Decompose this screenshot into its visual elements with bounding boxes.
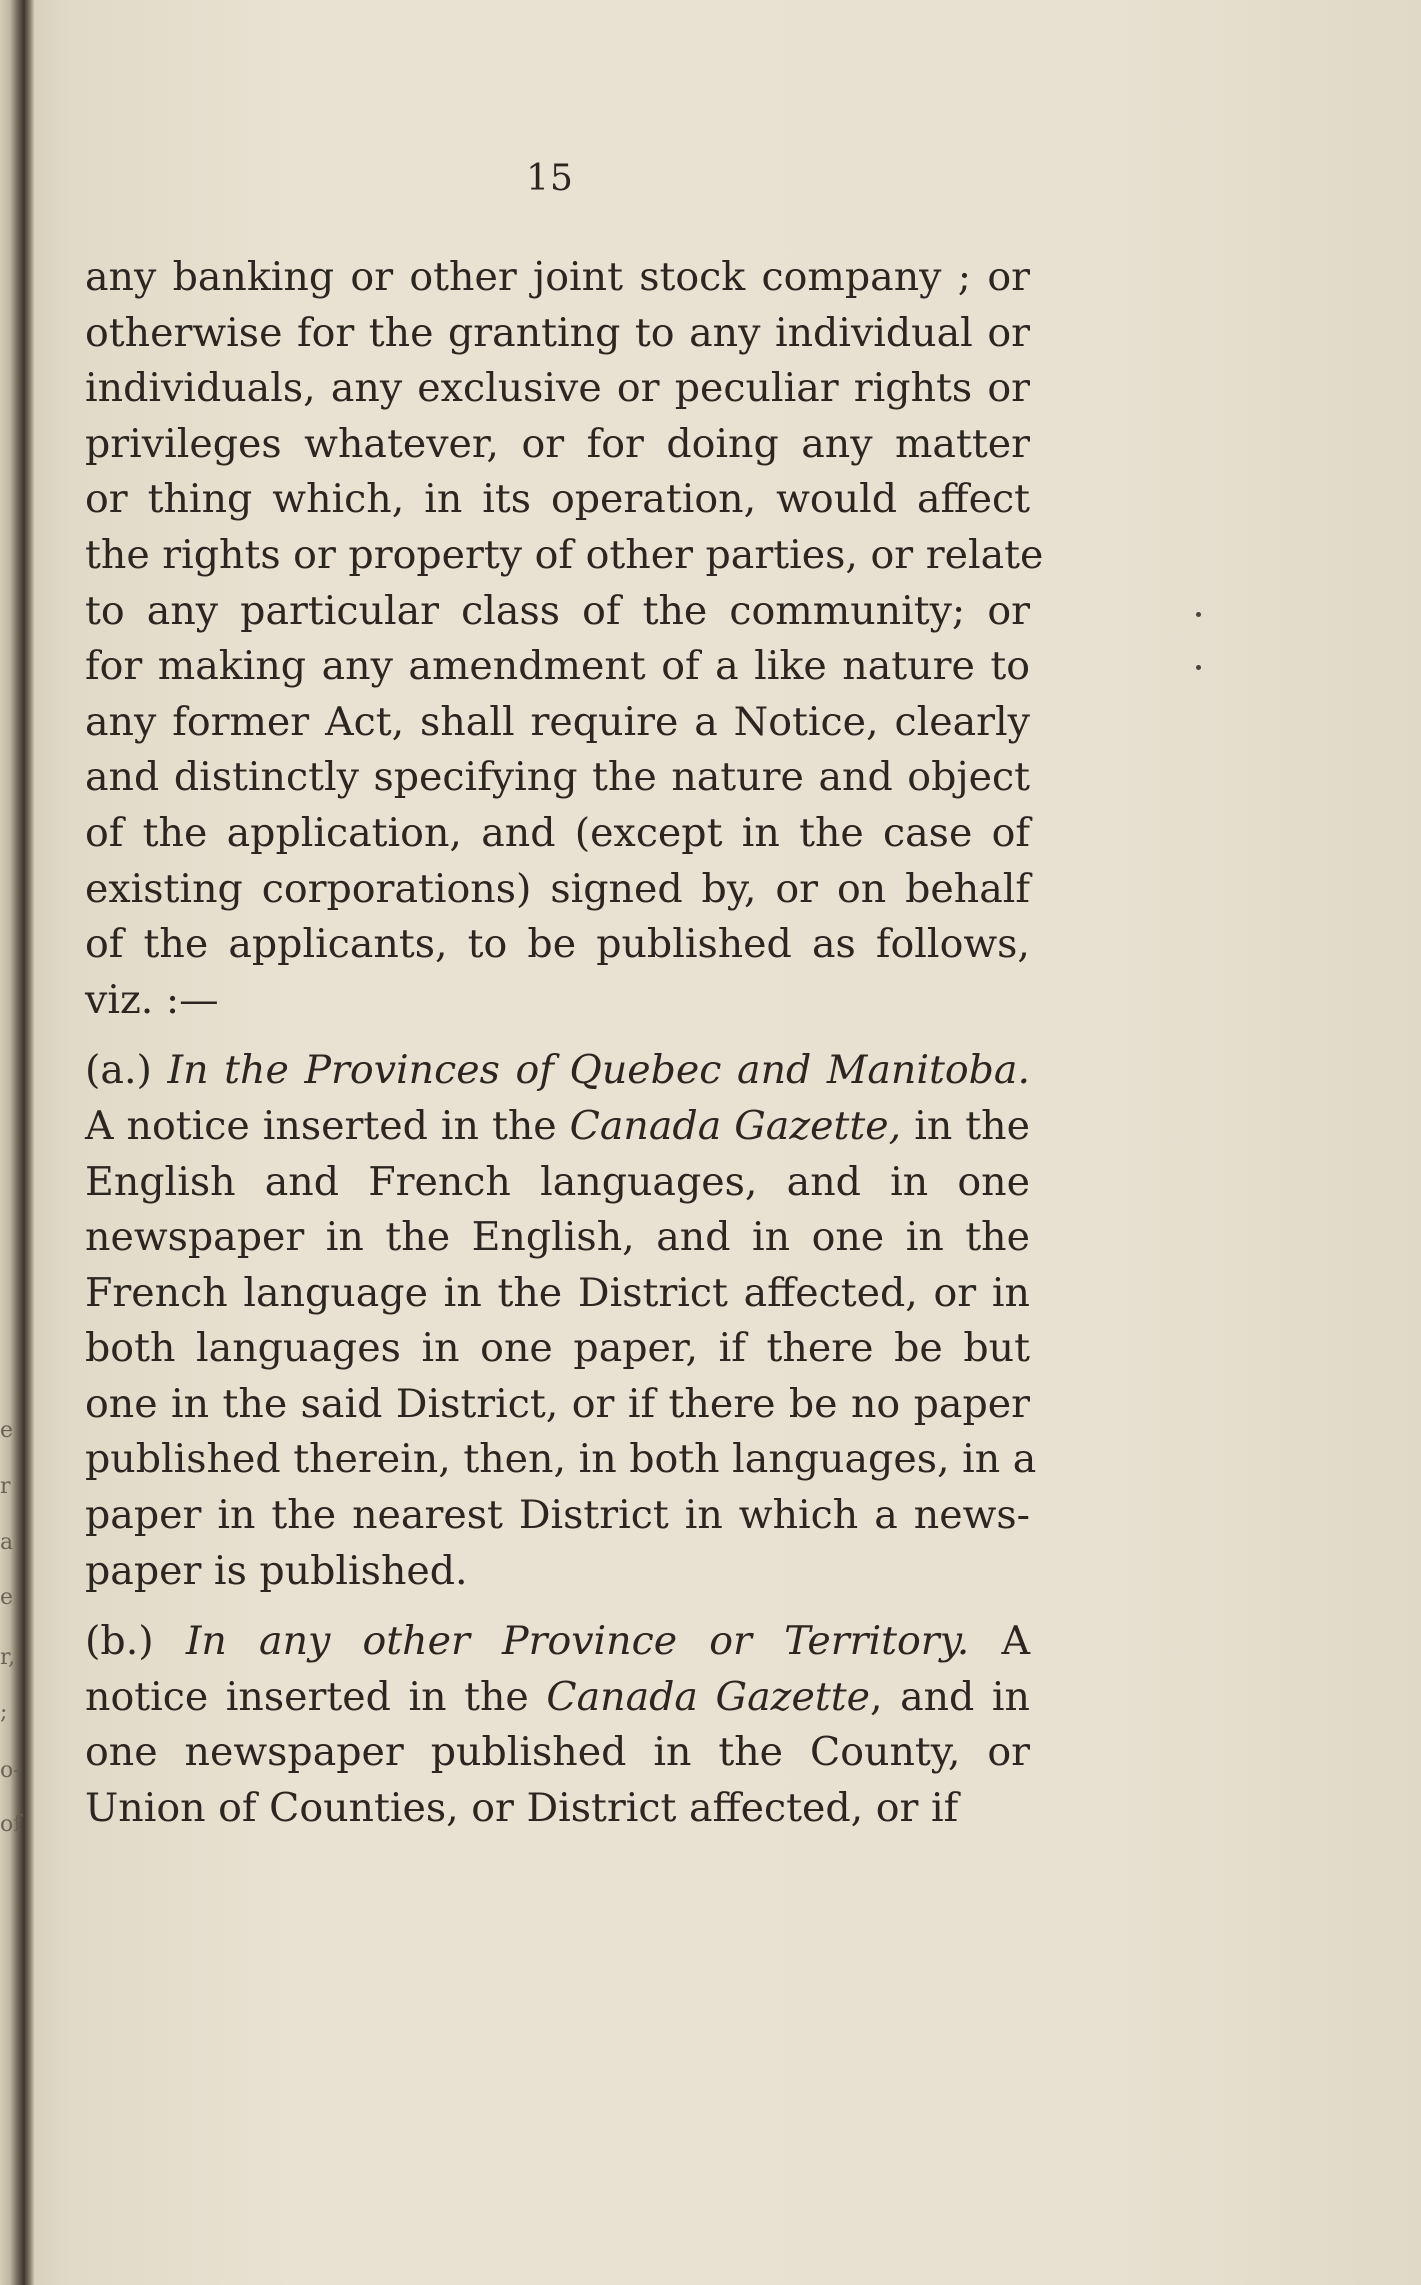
text-line bbox=[85, 528, 1044, 584]
text-line bbox=[85, 306, 1030, 362]
margin-fragment: e bbox=[0, 1585, 14, 1610]
text-line bbox=[85, 917, 1030, 973]
text-line bbox=[85, 973, 1030, 1029]
margin-fragment: a bbox=[0, 1530, 14, 1555]
text-line bbox=[85, 1266, 1030, 1322]
margin-fragment: e bbox=[0, 1418, 14, 1443]
text-run: and distinctly specifying the nature and object bbox=[85, 754, 1030, 801]
paper-speck bbox=[1196, 612, 1201, 617]
text-run: to any particular class of the community; or bbox=[85, 587, 1030, 634]
margin-fragment: of bbox=[0, 1812, 22, 1837]
text-line bbox=[85, 750, 1030, 806]
text-run: A bbox=[969, 1618, 1031, 1665]
text-run: otherwise for the granting to any individual or bbox=[85, 309, 1030, 356]
text-line bbox=[85, 1781, 1030, 1837]
text-line bbox=[85, 472, 1030, 528]
text-line bbox=[85, 250, 1030, 306]
text-run: individuals, any exclusive or peculiar rights or bbox=[85, 365, 1030, 412]
text-run: (b.) bbox=[85, 1618, 186, 1665]
margin-fragment: r bbox=[0, 1474, 11, 1499]
text-line bbox=[85, 695, 1030, 751]
text-line bbox=[85, 1043, 1030, 1099]
text-line bbox=[85, 361, 1030, 417]
italic-text: In any other Province or Territory. bbox=[185, 1618, 970, 1665]
text-line bbox=[85, 1670, 1030, 1726]
text-run: published therein, then, in both languages, in a bbox=[85, 1436, 1037, 1483]
text-run: any banking or other joint stock company ; or bbox=[85, 254, 1030, 300]
text-line bbox=[85, 1099, 1030, 1155]
text-line bbox=[85, 1614, 1030, 1670]
body-text bbox=[85, 250, 1044, 1837]
text-run: the rights or property of other parties, or relate bbox=[85, 531, 1044, 578]
text-run: paper is published. bbox=[85, 1547, 468, 1594]
text-run: , and in bbox=[869, 1673, 1030, 1720]
text-run: privileges whatever, or for doing any matter bbox=[85, 420, 1030, 467]
text-run: one newspaper published in the County, or bbox=[85, 1729, 1030, 1776]
text-run: notice inserted in the bbox=[85, 1673, 547, 1720]
text-line bbox=[85, 1210, 1030, 1266]
text-run: of the applicants, to be published as follows, bbox=[85, 921, 1030, 968]
text-line bbox=[85, 1725, 1030, 1781]
text-run: or thing which, in its operation, would affect bbox=[85, 476, 1030, 523]
text-run: both languages in one paper, if there be but bbox=[85, 1325, 1030, 1372]
text-line bbox=[85, 639, 1030, 695]
paragraph-gap bbox=[85, 1028, 1030, 1043]
text-line bbox=[85, 1544, 1030, 1600]
text-run: newspaper in the English, and in one in the bbox=[85, 1214, 1030, 1261]
book-spine-shadow bbox=[0, 0, 34, 2285]
page-number: 15 bbox=[526, 158, 574, 199]
margin-fragment: r, bbox=[0, 1645, 16, 1670]
text-line bbox=[85, 862, 1030, 918]
text-run: Union of Counties, or District affected, or if bbox=[85, 1785, 959, 1832]
text-line bbox=[85, 584, 1030, 640]
text-run: viz. :— bbox=[85, 976, 219, 1023]
text-line bbox=[85, 1377, 1030, 1433]
italic-text: Canada Gazette, bbox=[569, 1102, 902, 1149]
text-run: one in the said District, or if there be no paper bbox=[85, 1380, 1030, 1427]
text-run: paper in the nearest District in which a news- bbox=[85, 1492, 1030, 1539]
italic-text: Canada Gazette bbox=[546, 1673, 870, 1720]
italic-text: In the Provinces of Quebec and Manitoba. bbox=[167, 1047, 1030, 1094]
margin-fragment: o- bbox=[0, 1758, 21, 1783]
text-line bbox=[85, 417, 1030, 473]
text-line bbox=[85, 1432, 1037, 1488]
text-run: French language in the District affected, or in bbox=[85, 1269, 1030, 1316]
paragraph-gap bbox=[85, 1599, 1030, 1614]
text-run: in the bbox=[901, 1102, 1030, 1149]
text-line bbox=[85, 1155, 1030, 1211]
text-run: of the application, and (except in the case of bbox=[85, 809, 1030, 856]
text-run: any former Act, shall require a Notice, clearly bbox=[85, 698, 1030, 745]
text-run: for making any amendment of a like nature to bbox=[85, 643, 1030, 690]
text-run: (a.) bbox=[85, 1047, 168, 1094]
text-run: A notice inserted in the bbox=[85, 1102, 570, 1149]
paper-speck bbox=[1196, 665, 1201, 670]
text-line bbox=[85, 1321, 1030, 1377]
text-line bbox=[85, 1488, 1030, 1544]
text-line bbox=[85, 806, 1030, 862]
text-run: English and French languages, and in one bbox=[85, 1158, 1030, 1205]
text-run: existing corporations) signed by, or on behalf bbox=[85, 865, 1030, 912]
margin-fragment: ; bbox=[0, 1700, 8, 1725]
